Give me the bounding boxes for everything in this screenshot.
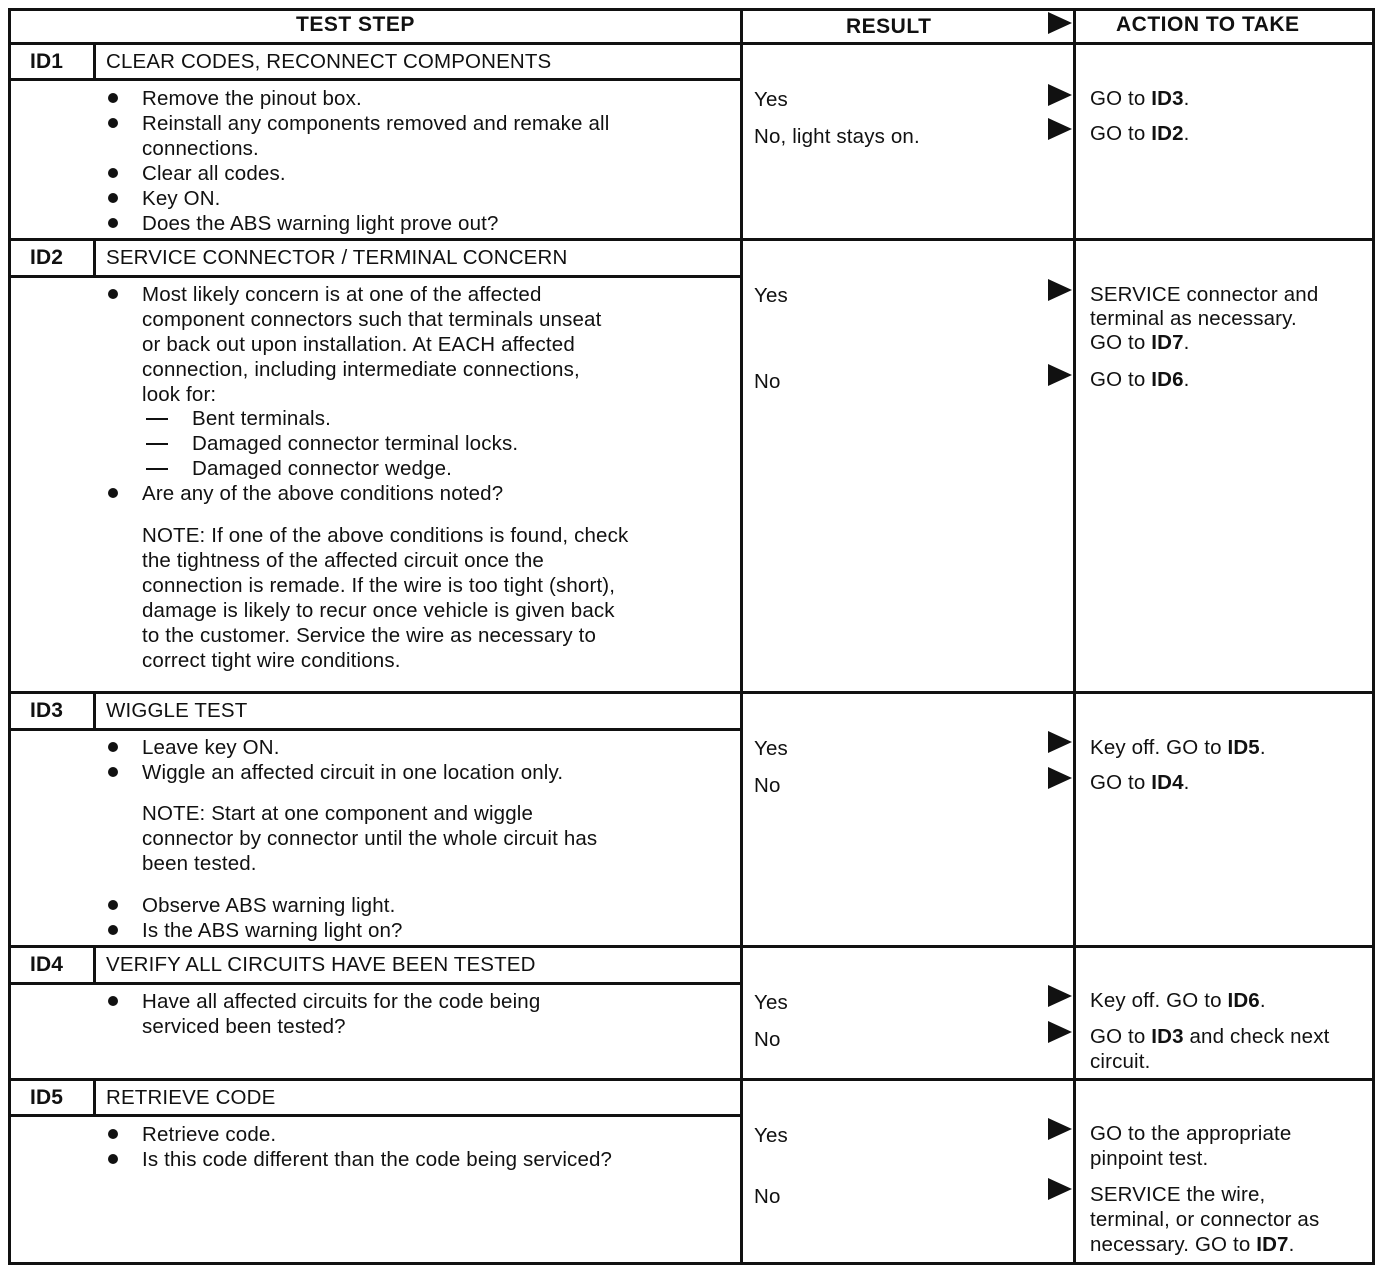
- step-body-line: Observe ABS warning light.: [142, 894, 396, 917]
- bullet-icon: [108, 193, 118, 203]
- step-id: ID1: [30, 50, 64, 73]
- step-title: VERIFY ALL CIRCUITS HAVE BEEN TESTED: [106, 953, 536, 976]
- bullet-icon: [108, 767, 118, 777]
- arrow-right-icon: [1048, 767, 1072, 789]
- bullet-icon: [108, 93, 118, 103]
- bullet-icon: [108, 925, 118, 935]
- step-id: ID2: [30, 246, 64, 269]
- bullet-icon: [108, 1129, 118, 1139]
- result-no: No, light stays on.: [754, 125, 920, 148]
- arrow-right-icon: [1048, 985, 1072, 1007]
- step-body-line: Reinstall any components removed and remake all: [142, 112, 610, 135]
- result-yes: Yes: [754, 737, 788, 760]
- header-action: ACTION TO TAKE: [1116, 13, 1300, 36]
- arrow-right-icon: [1048, 1021, 1072, 1043]
- step-body-line: look for:: [142, 383, 217, 406]
- action-no: GO to ID6.: [1090, 368, 1190, 391]
- step-note-line: the tightness of the affected circuit once the: [142, 549, 544, 572]
- step-note-line: NOTE: Start at one component and wiggle: [142, 802, 534, 825]
- step-body-line: connections.: [142, 137, 259, 160]
- action-no-line: terminal, or connector as: [1090, 1208, 1320, 1231]
- step-title: SERVICE CONNECTOR / TERMINAL CONCERN: [106, 246, 568, 269]
- dash-icon: [146, 443, 168, 445]
- arrow-right-icon: [1048, 118, 1072, 140]
- action-no-line: necessary. GO to ID7.: [1090, 1233, 1295, 1256]
- action-yes-line: pinpoint test.: [1090, 1147, 1209, 1170]
- step-body-line: Damaged connector wedge.: [192, 457, 453, 480]
- result-yes: Yes: [754, 991, 788, 1014]
- step-note-line: damage is likely to recur once vehicle is given back: [142, 599, 615, 622]
- step-id: ID3: [30, 699, 64, 722]
- step-body-line: Most likely concern is at one of the affected: [142, 283, 542, 306]
- action-no-line: SERVICE the wire,: [1090, 1183, 1266, 1206]
- step-body-line: Key ON.: [142, 187, 221, 210]
- step-body-line: Damaged connector terminal locks.: [192, 432, 519, 455]
- step-id: ID4: [30, 953, 64, 976]
- result-no: No: [754, 370, 781, 393]
- action-no: GO to ID4.: [1090, 771, 1190, 794]
- result-no: No: [754, 1028, 781, 1051]
- action-no-line: circuit.: [1090, 1050, 1151, 1073]
- step-body-line: Clear all codes.: [142, 162, 286, 185]
- action-yes-line: GO to ID7.: [1090, 331, 1190, 354]
- step-body-line: Is this code different than the code being serviced?: [142, 1148, 613, 1171]
- step-body-line: or back out upon installation. At EACH affected: [142, 333, 575, 356]
- action-yes-line: terminal as necessary.: [1090, 307, 1297, 330]
- action-yes: Key off. GO to ID6.: [1090, 989, 1266, 1012]
- step-body-line: Is the ABS warning light on?: [142, 919, 403, 942]
- result-yes: Yes: [754, 88, 788, 111]
- step-body-line: Retrieve code.: [142, 1123, 277, 1146]
- action-yes-line: GO to the appropriate: [1090, 1122, 1292, 1145]
- bullet-icon: [108, 900, 118, 910]
- header-result: RESULT: [846, 15, 932, 38]
- step-body-line: Leave key ON.: [142, 736, 280, 759]
- bullet-icon: [108, 488, 118, 498]
- bullet-icon: [108, 218, 118, 228]
- step-id: ID5: [30, 1086, 64, 1109]
- step-body-line: Wiggle an affected circuit in one location only.: [142, 761, 564, 784]
- result-yes: Yes: [754, 284, 788, 307]
- step-body-line: connection, including intermediate connections,: [142, 358, 580, 381]
- step-note-line: connection is remade. If the wire is too tight (short),: [142, 574, 616, 597]
- step-body-line: Bent terminals.: [192, 407, 331, 430]
- dash-icon: [146, 418, 168, 420]
- step-body-line: Have all affected circuits for the code being: [142, 990, 541, 1013]
- action-no: GO to ID2.: [1090, 122, 1190, 145]
- result-no: No: [754, 774, 781, 797]
- arrow-right-icon: [1048, 731, 1072, 753]
- step-title: RETRIEVE CODE: [106, 1086, 276, 1109]
- step-body-line: Are any of the above conditions noted?: [142, 482, 504, 505]
- arrow-right-icon: [1048, 1118, 1072, 1140]
- bullet-icon: [108, 1154, 118, 1164]
- header-arrow-icon: [1048, 12, 1072, 34]
- step-note-line: connector by connector until the whole circuit has: [142, 827, 598, 850]
- action-yes: Key off. GO to ID5.: [1090, 736, 1266, 759]
- header-test-step: TEST STEP: [296, 13, 415, 36]
- bullet-icon: [108, 289, 118, 299]
- arrow-right-icon: [1048, 84, 1072, 106]
- action-no-line: GO to ID3 and check next: [1090, 1025, 1330, 1048]
- step-note-line: correct tight wire conditions.: [142, 649, 401, 672]
- step-body-line: Remove the pinout box.: [142, 87, 362, 110]
- arrow-right-icon: [1048, 279, 1072, 301]
- step-note-line: been tested.: [142, 852, 257, 875]
- action-yes-line: SERVICE connector and: [1090, 283, 1319, 306]
- bullet-icon: [108, 118, 118, 128]
- step-title: WIGGLE TEST: [106, 699, 248, 722]
- action-yes: GO to ID3.: [1090, 87, 1190, 110]
- step-title: CLEAR CODES, RECONNECT COMPONENTS: [106, 50, 552, 73]
- dash-icon: [146, 468, 168, 470]
- arrow-right-icon: [1048, 364, 1072, 386]
- bullet-icon: [108, 168, 118, 178]
- bullet-icon: [108, 996, 118, 1006]
- step-body-line: Does the ABS warning light prove out?: [142, 212, 499, 235]
- step-body-line: serviced been tested?: [142, 1015, 346, 1038]
- arrow-right-icon: [1048, 1178, 1072, 1200]
- step-body-line: component connectors such that terminals unseat: [142, 308, 602, 331]
- result-yes: Yes: [754, 1124, 788, 1147]
- step-note-line: to the customer. Service the wire as necessary to: [142, 624, 596, 647]
- result-no: No: [754, 1185, 781, 1208]
- bullet-icon: [108, 742, 118, 752]
- step-note-line: NOTE: If one of the above conditions is found, check: [142, 524, 629, 547]
